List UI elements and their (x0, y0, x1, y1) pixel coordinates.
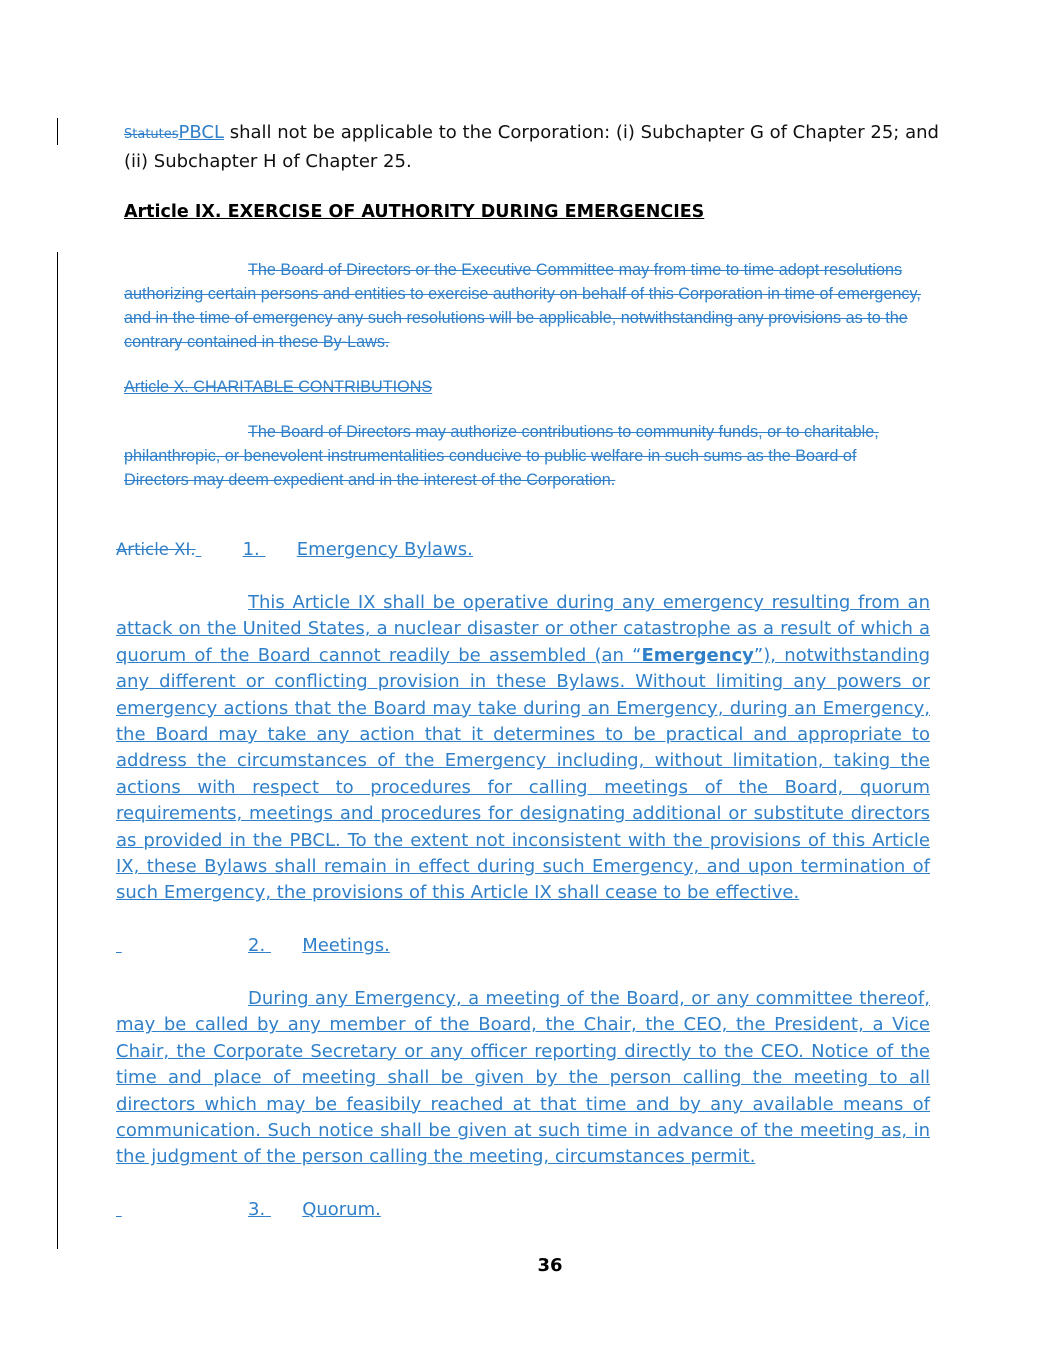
section-1-number: 1. (242, 539, 260, 560)
section-2-title: Meetings. (302, 935, 390, 956)
section-2-heading (116, 933, 390, 959)
section-1-heading (116, 537, 473, 563)
section-3-number: 3. (248, 1199, 266, 1220)
section-2-body: During any Emergency, a meeting of the Board, or any committee thereof, may be called by any member of the Board, the Chair, the CEO, the President, a Vice Chair, the Corporate Secretary or any officer reporting directly to the CEO. Notice of the time and place of meeting shall be given by the person calling the meeting to all directors which may be feasibily reached at that time and by any available means of communication. Such notice shall be given at such time in advance of the meeting as, in the judgment of the person calling the meeting, circumstances permit. (116, 988, 930, 1168)
page-number: 36 (537, 1255, 563, 1276)
deleted-word: Statutes (124, 127, 179, 142)
section-1-body: This Article IX shall be operative during any emergency resulting from an attack on the United States, a nuclear disaster or other catastrophe as a result of which a quorum of the Board cannot readily be assembled (an “Emergency”), notwithstanding any different or conflicting provision in these Bylaws. Without limiting any powers or emergency actions that the Board may take during an Emergency, during an Emergency, the Board may take any action that it determines to be practical and appropriate to address the circumstances of the Emergency including, without limitation, taking the actions with respect to procedures for calling meetings of the Board, quorum requirements, meetings and procedures for designating additional or substitute directors as provided in the PBCL. To the extent not inconsistent with the provisions of this Article IX, these Bylaws shall remain in effect during such Emergency, and upon termination of such Emergency, the provisions of this Article IX shall cease to be effective. (116, 592, 931, 904)
deleted-paragraph-charitable: The Board of Directors may authorize contributions to community funds, or to charitable, philanthropic, or benevolent instrumentalities conducive to public welfare in such sums as the Board of Directors may deem expedient and in the interest of the Corporation. (124, 423, 879, 489)
section-2-number: 2. (248, 935, 266, 956)
deleted-paragraph-emergency: The Board of Directors or the Executive Committee may from time to time adopt resolutions authorizing certain persons and entities to exercise authority on behalf of this Corporation in time of emergency, and in the time of emergency any such resolutions will be applicable, notwithstanding any provisions as to the contrary contained in these By-Laws. (124, 261, 921, 351)
article-x-heading-deleted: Article X. CHARITABLE CONTRIBUTIONS (124, 378, 433, 396)
intro-line1: shall not be applicable to the Corporation: (i) Subchapter G of Chapter 25; and (224, 122, 939, 143)
change-bar-main (57, 252, 58, 1249)
emergency-defined-term: Emergency (641, 644, 754, 666)
inserted-word: PBCL (178, 122, 225, 143)
intro-paragraph (124, 120, 944, 175)
intro-line2: (ii) Subchapter H of Chapter 25. (124, 150, 412, 172)
change-bar-top (57, 118, 58, 145)
article-ix-heading: Article IX. EXERCISE OF AUTHORITY DURING EMERGENCIES (124, 202, 705, 222)
section-3-title: Quorum. (302, 1199, 381, 1220)
article-xi-deleted: Article XI. (116, 540, 196, 559)
section-3-heading (116, 1197, 381, 1223)
section-1-title: Emergency Bylaws. (296, 539, 473, 560)
